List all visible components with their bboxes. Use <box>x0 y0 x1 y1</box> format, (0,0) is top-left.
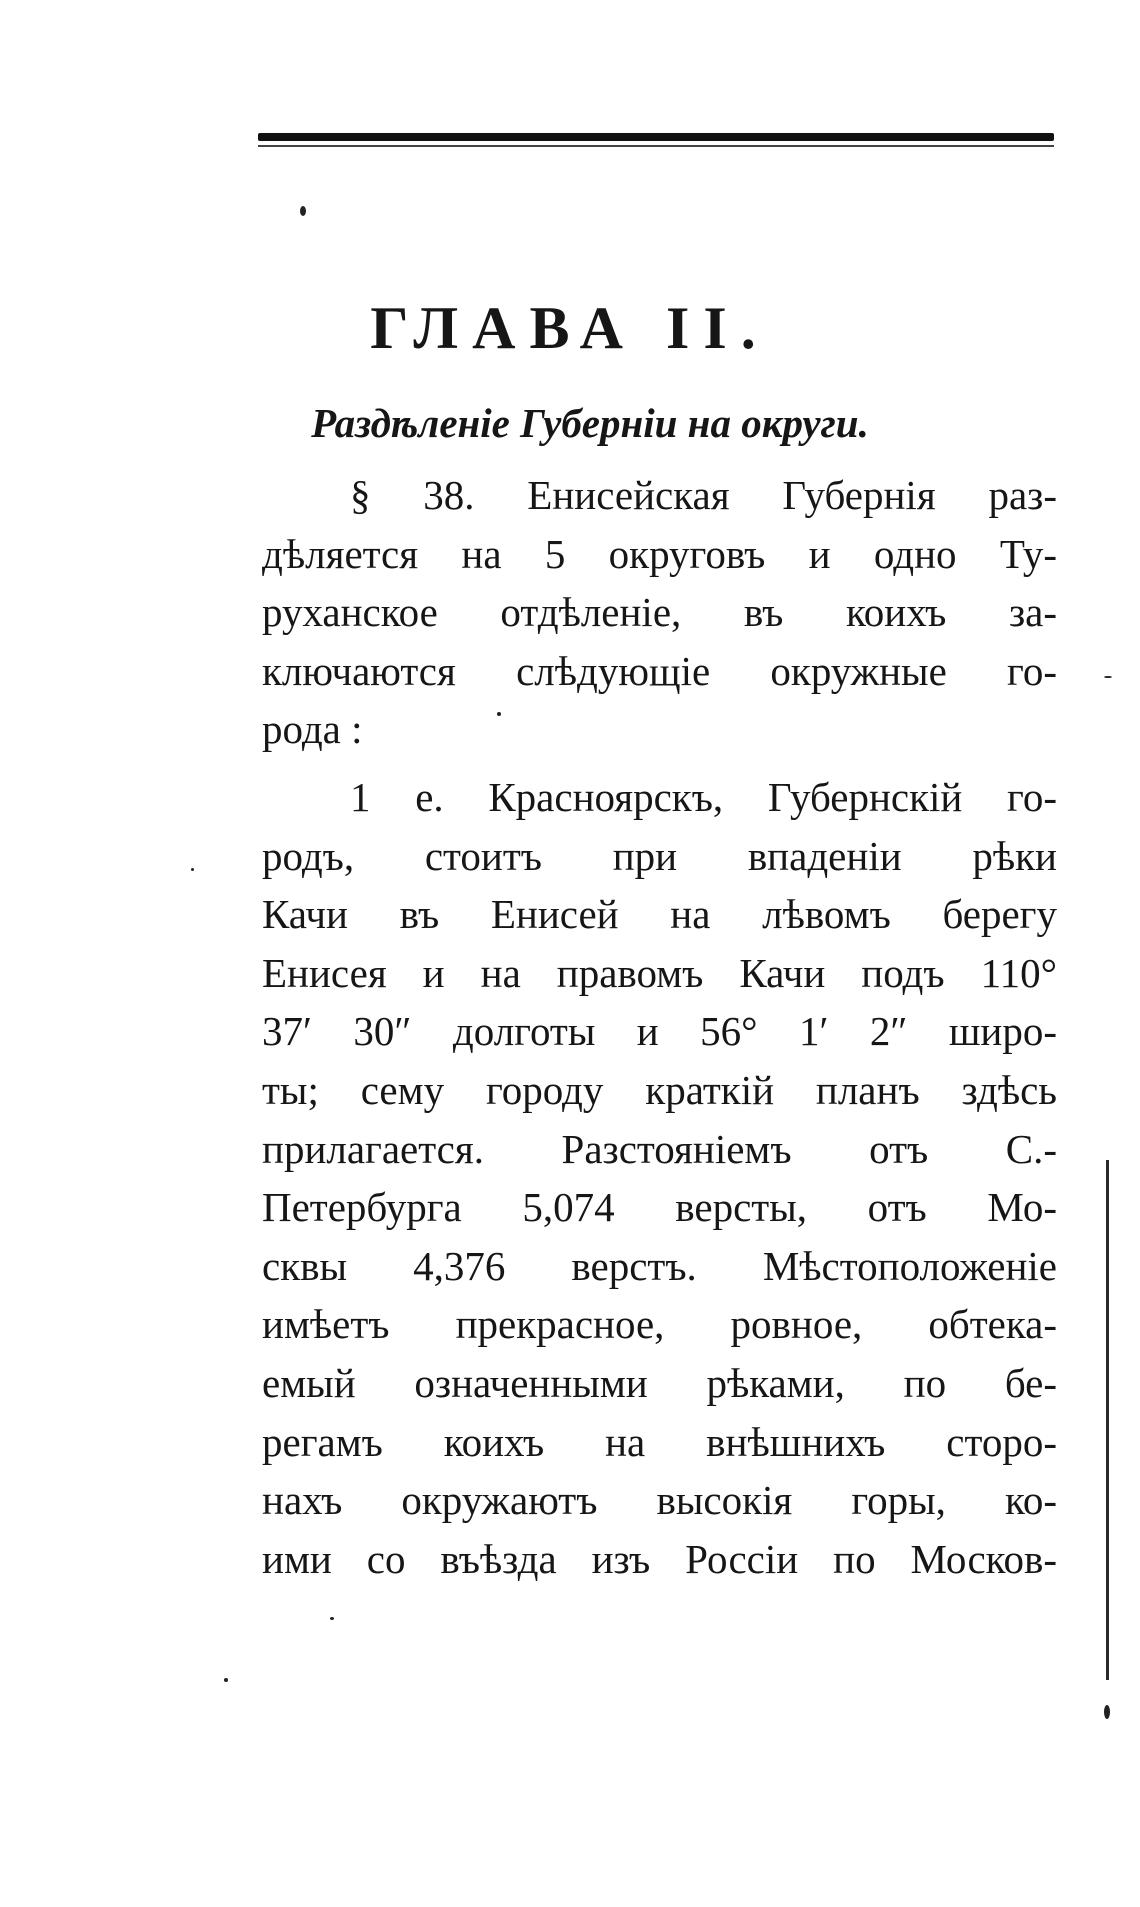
text-line: ключаются слѣдующіе окружные го- <box>262 647 1057 694</box>
text-line: Енисея и на правомъ Качи подъ 110° <box>262 949 1057 996</box>
text-line: 1 е. Красноярскъ, Губернскій го- <box>350 774 1057 820</box>
paragraph-krasnoyarsk <box>262 768 1057 1588</box>
text-line: § 38. Енисейская Губернія раз- <box>350 472 1057 518</box>
text-line: ты; сему городу краткій планъ здѣсь <box>262 1066 1057 1113</box>
text-line: руханское отдѣленіе, въ коихъ за- <box>262 589 1057 636</box>
text-line: Качи въ Енисей на лѣвомъ берегу <box>262 891 1057 938</box>
chapter-subtitle: Раздѣленіе Губерніи на округи. <box>311 400 869 446</box>
text-line: нахъ окружаютъ высокія горы, ко- <box>262 1477 1057 1524</box>
text-line: имѣетъ прекрасное, ровное, обтека- <box>262 1301 1057 1348</box>
text-line: ими со въѣзда изъ Россіи по Москов- <box>262 1535 1057 1582</box>
scan-speck <box>224 1678 228 1682</box>
top-rule <box>258 133 1054 141</box>
text-line: Петербурга 5,074 версты, отъ Мо- <box>262 1184 1057 1231</box>
top-rule-underline <box>258 145 1054 147</box>
text-line: рода : <box>262 706 363 753</box>
text-line: прилагается. Разстояніемъ отъ С.- <box>262 1125 1057 1172</box>
chapter-heading: ГЛАВА II. <box>370 295 770 361</box>
paragraph-38 <box>262 466 1057 759</box>
margin-scan-line <box>1106 1160 1109 1680</box>
text-line: регамъ коихъ на внѣшнихъ сторо- <box>262 1418 1057 1465</box>
scan-speck <box>497 712 501 716</box>
scan-speck <box>191 868 194 871</box>
scan-speck <box>330 1617 334 1620</box>
text-line: емый означенными рѣками, по бе- <box>262 1359 1057 1406</box>
text-line: дѣляется на 5 округовъ и одно Ту- <box>262 530 1057 577</box>
text-line: 37′ 30″ долготы и 56° 1′ 2″ широ- <box>262 1008 1057 1055</box>
scan-speck <box>300 206 306 216</box>
scan-speck <box>1104 676 1112 678</box>
text-line: родъ, стоитъ при впаденіи рѣки <box>262 832 1057 879</box>
scan-speck <box>1104 1705 1110 1719</box>
text-line: сквы 4,376 верстъ. Мѣстоположеніе <box>262 1242 1057 1289</box>
